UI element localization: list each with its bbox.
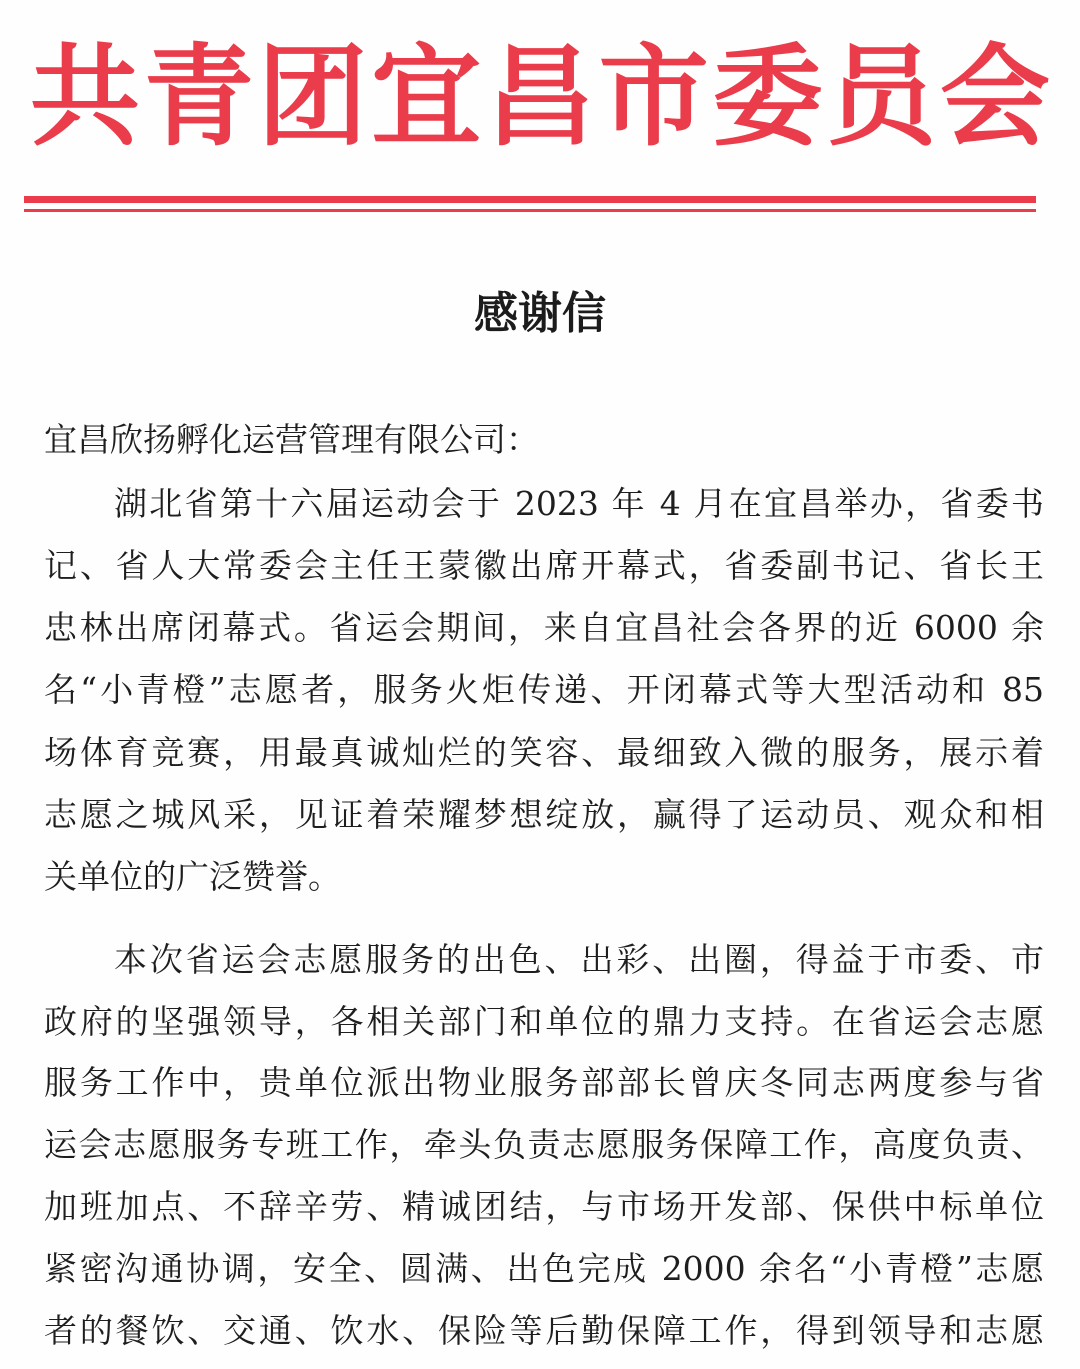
paragraph1-line: 志愿之城风采，见证着荣耀梦想绽放，赢得了运动员、观众和相: [44, 795, 1044, 834]
paragraph2-line: 运会志愿服务专班工作，牵头负责志愿服务保障工作，高度负责、: [44, 1125, 1044, 1164]
letter-title: 感谢信: [474, 288, 606, 339]
paragraph1-line: 记、省人大常委会主任王蒙徽出席开幕式，省委副书记、省长王: [44, 546, 1044, 585]
letterhead-divider-thin: [24, 209, 1036, 212]
letterhead-divider-thick: [24, 196, 1036, 203]
letterhead-char: 共: [30, 32, 140, 161]
salutation: 宜昌欣扬孵化运营管理有限公司：: [44, 420, 539, 459]
paragraph2-line: 政府的坚强领导，各相关部门和单位的鼎力支持。在省运会志愿: [44, 1002, 1044, 1041]
letterhead-char: 委: [712, 32, 823, 161]
letterhead-char: 团: [257, 32, 368, 161]
paragraph2-line: 加班加点、不辞辛劳、精诚团结，与市场开发部、保供中标单位: [44, 1187, 1044, 1226]
paragraph1-line: 名“小青橙”志愿者，服务火炬传递、开闭幕式等大型活动和 85: [44, 670, 1044, 709]
paragraph2-line: 本次省运会志愿服务的出色、出彩、出圈，得益于市委、市: [114, 940, 1044, 979]
paragraph2-line: 服务工作中，贵单位派出物业服务部部长曾庆冬同志两度参与省: [44, 1063, 1044, 1102]
letterhead-char: 宜: [371, 32, 482, 161]
paragraph2-line: 者的餐饮、交通、饮水、保险等后勤保障工作，得到领导和志愿: [44, 1311, 1044, 1350]
letterhead-char: 员: [826, 32, 937, 161]
letterhead-title: [30, 22, 1050, 172]
paragraph2-line: 紧密沟通协调，安全、圆满、出色完成 2000 余名“小青橙”志愿: [44, 1249, 1044, 1288]
letterhead-char: 市: [598, 32, 709, 161]
paragraph1-line: 场体育竞赛，用最真诚灿烂的笑容、最细致入微的服务，展示着: [44, 733, 1044, 772]
paragraph1-line: 湖北省第十六届运动会于 2023 年 4 月在宜昌举办，省委书: [114, 484, 1044, 523]
paragraph1-line: 忠林出席闭幕式。省运会期间，来自宜昌社会各界的近 6000 余: [44, 608, 1044, 647]
letterhead-char: 昌: [485, 32, 595, 161]
paragraph1-line: 关单位的广泛赞誉。: [44, 857, 341, 896]
letterhead-char: 青: [143, 32, 254, 161]
letterhead-char: 会: [940, 32, 1050, 161]
